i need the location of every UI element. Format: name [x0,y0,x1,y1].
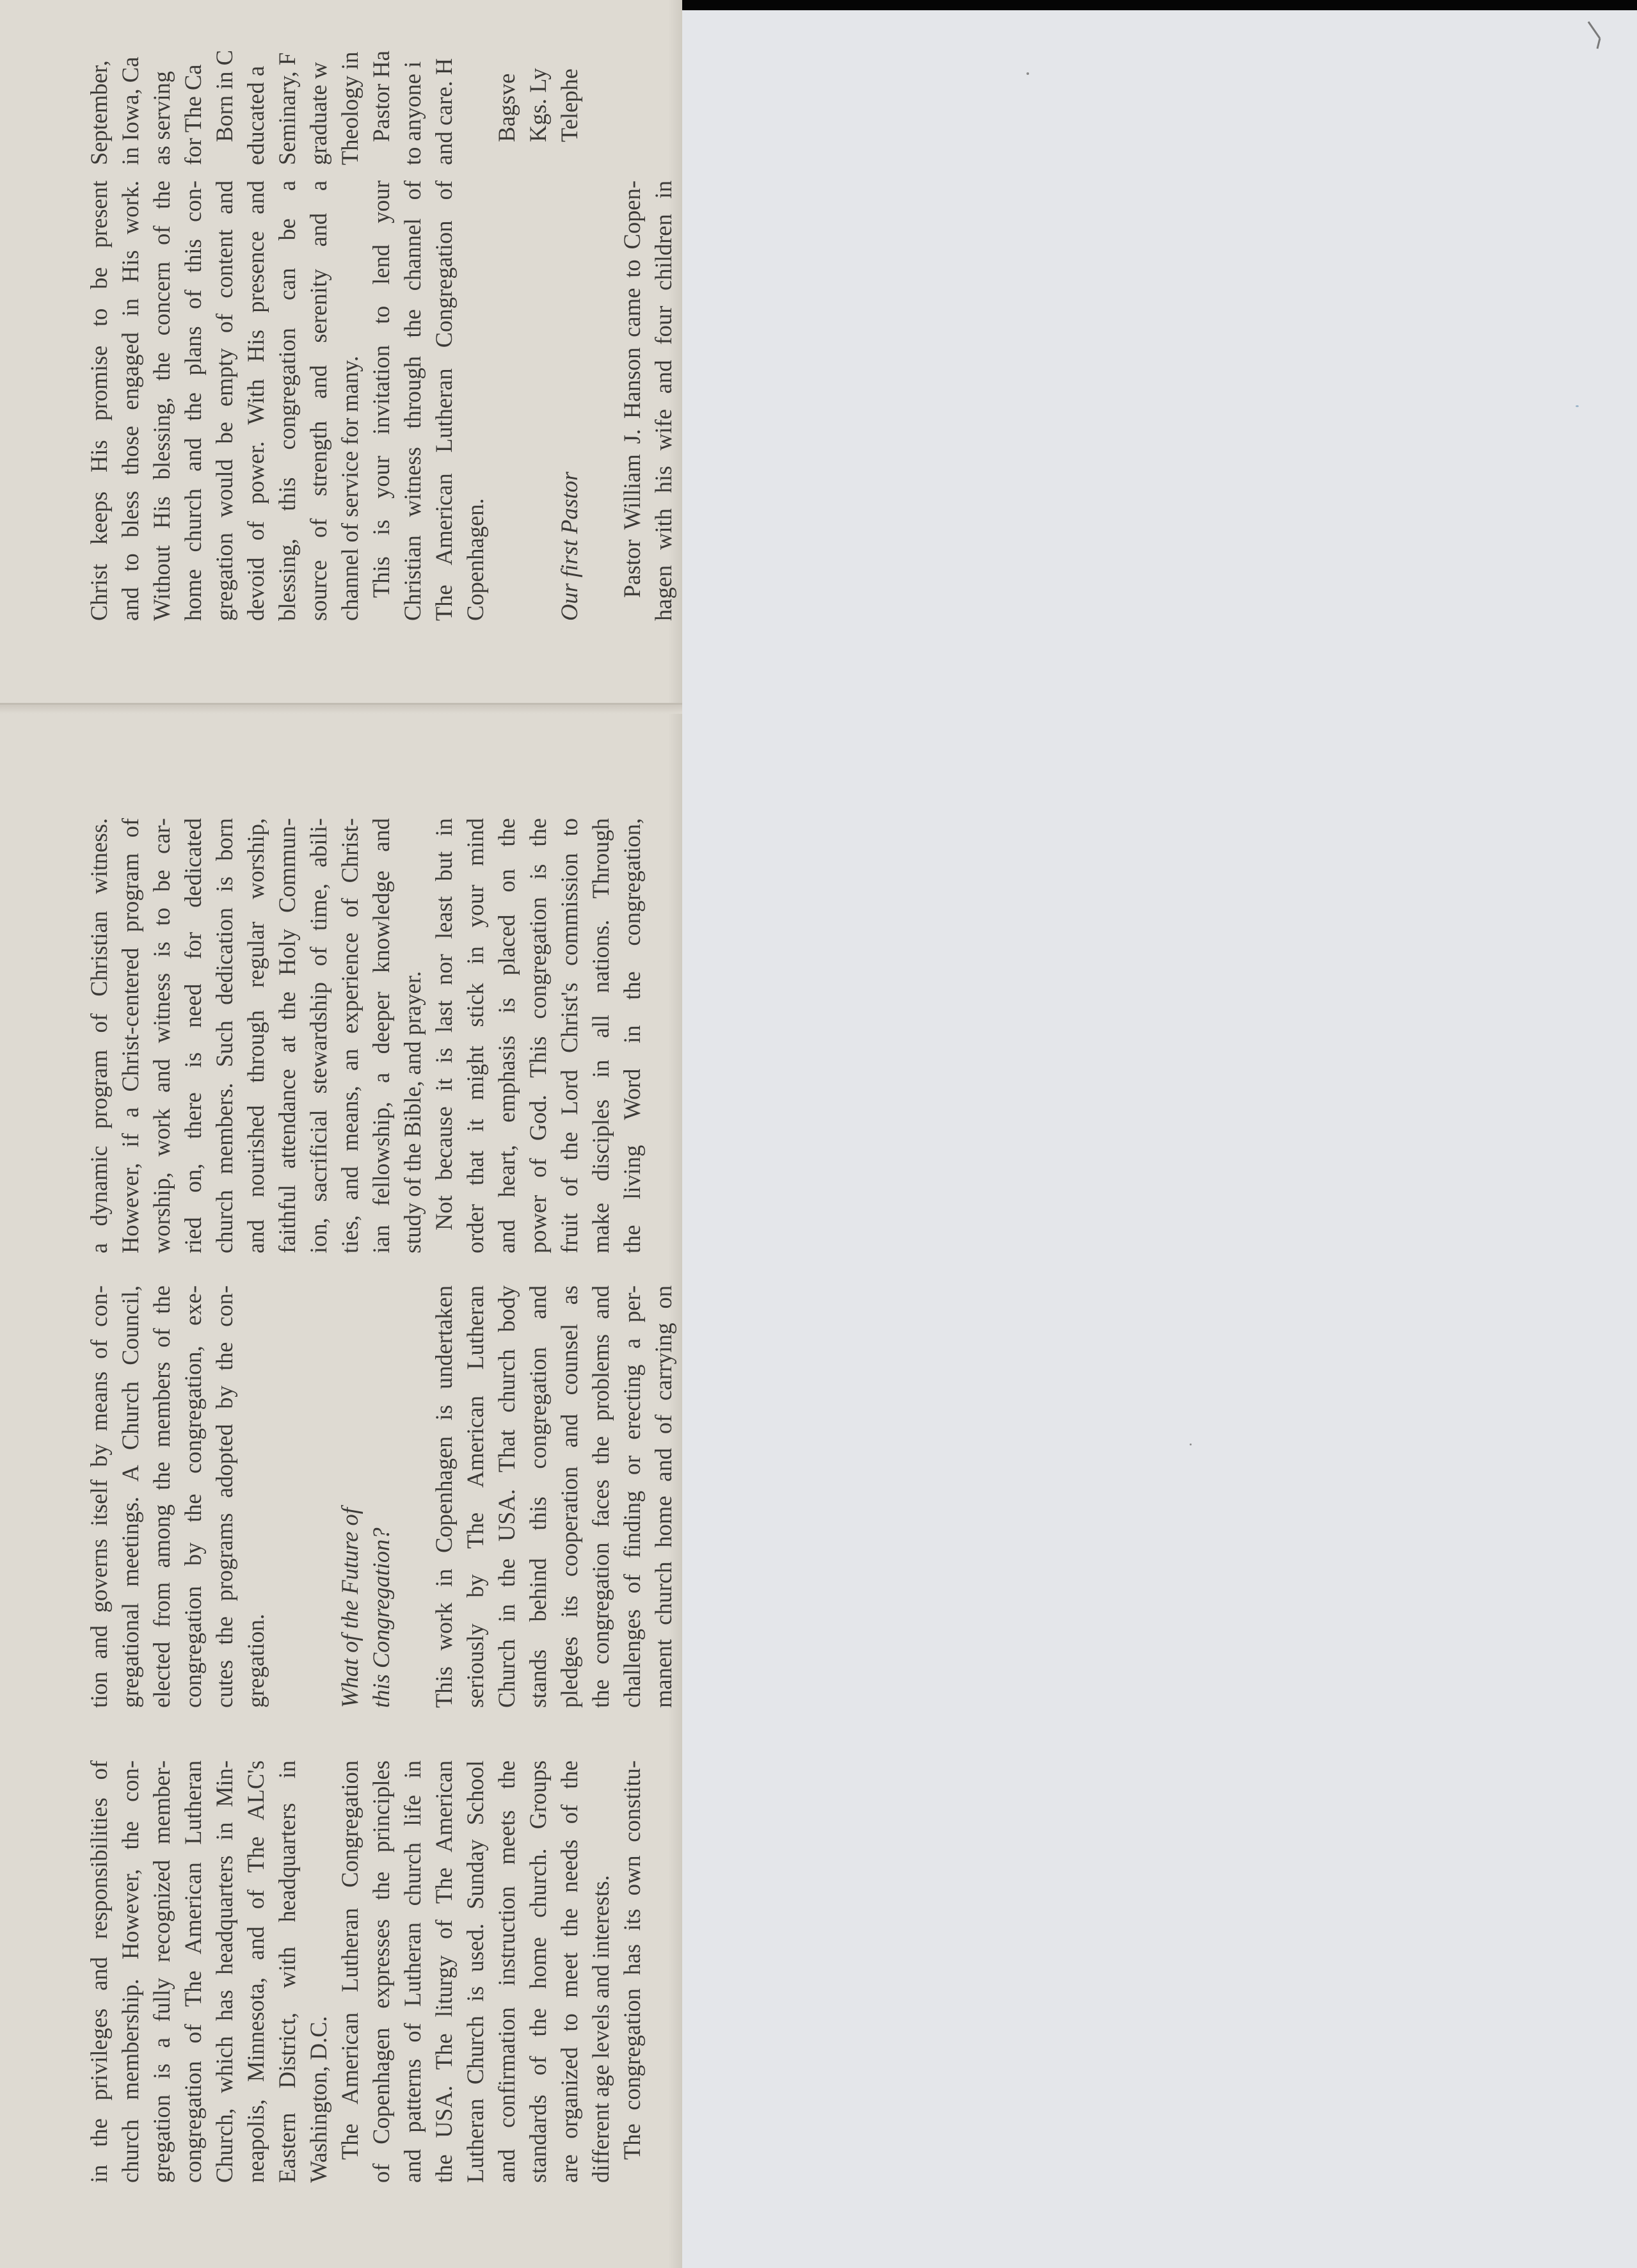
text-line: gregation. [243,1614,269,1708]
text-line: congregation of The American Lutheran [180,1760,206,2183]
text-line: manent church home and of carrying on [650,1285,676,1708]
dust-speck [1026,72,1029,75]
text-line: standards of the home church. Groups [525,1760,551,2183]
text-line: pledges its cooperation and counsel as [556,1285,582,1708]
text-line: Bagsve [493,73,520,142]
text-line: elected from among the members of the [148,1285,175,1708]
text-line: the USA. The liturgy of The American [431,1760,457,2183]
blank-line [459,0,491,165]
text-line: home church and the plans of this con- [180,181,206,621]
text-line: gregation would be empty of content and [211,181,237,621]
text-line: The American Lutheran Congregation of [431,181,457,621]
text-line: challenges of finding or erecting a per- [619,1285,645,1708]
text-line: Christ keeps His promise to be present [86,181,112,621]
text-line: the congregation faces the problems and [587,1285,614,1708]
text-line: a dynamic program of Christian witness. [86,818,112,1253]
text-line: congregation by the congregation, exe- [180,1285,206,1708]
text-line: Seminary, F [274,52,300,165]
text-line: ties, and means, an experience of Christ- [337,818,363,1253]
text-line: of Copenhagen expresses the principles [368,1760,394,2183]
text-line: church membership. However, the con- [117,1760,143,2183]
blank-line [397,1285,428,1708]
text-line: educated a [243,65,269,165]
text-line: The American Lutheran Congregation [337,1760,363,2160]
text-line: This is your invitation to lend your [368,181,394,598]
blank-line [491,181,522,621]
text-column-4 [83,181,679,621]
text-line: and patterns of Lutheran church life in [399,1760,426,2183]
text-line: are organized to meet the needs of the [556,1760,582,2183]
text-line: Without His blessing, the concern of the [148,181,175,621]
text-line: in Iowa, Ca [117,56,143,165]
text-line: This work in Copenhagen is undertaken [431,1285,457,1708]
text-line: and to bless those engaged in His work. [117,181,143,621]
text-line: Born in C [211,50,237,142]
text-line: the living Word in the congregation, [619,818,645,1253]
text-line: to anyone i [399,61,426,165]
text-line: gregational meetings. A Church Council, [117,1285,143,1708]
blank-line [585,181,616,621]
text-line: and heart, emphasis is placed on the [493,818,520,1253]
text-line: Kgs. Ly [525,68,551,142]
text-column-3 [83,818,648,1253]
text-line: study of the Bible, and prayer. [399,971,426,1253]
text-line: gregation is a fully recognized member- [148,1760,175,2183]
text-line: worship, work and witness is to be car- [148,818,175,1253]
text-line: ried on, there is need for dedicated [180,818,206,1253]
text-line: Church, which has headquarters in Min- [211,1760,237,2183]
text-line: different age levels and interests. [587,1875,614,2183]
text-line: for The Ca [180,64,206,165]
text-line: devoid of power. With His presence and [243,181,269,621]
text-column-2 [83,1285,679,1708]
text-line: Not because it is last nor least but in [431,818,457,1230]
text-line: channel of service for many. [337,355,363,621]
scan-artifact-mark [1586,19,1611,51]
text-line: and care. H [431,58,457,165]
text-line: seriously by The American Lutheran [462,1285,488,1708]
text-line: fruit of the Lord Christ's commission to [556,818,582,1253]
blank-line [522,181,554,621]
text-line: faithful attendance at the Holy Commun- [274,818,300,1253]
section-heading: this Congregation? [368,1527,394,1708]
text-line: Lutheran Church is used. Sunday School [462,1760,488,2183]
text-line: Christian witness through the channel of [399,181,426,621]
fold-shadow [0,705,682,714]
scanner-edge [682,0,1637,10]
text-line: The congregation has its own constitu- [619,1760,645,2160]
text-line: However, if a Christ-centered program of [117,818,143,1253]
text-line: Church in the USA. That church body [493,1285,520,1708]
text-line: Washington, D.C. [305,2016,331,2183]
text-line: make disciples in all nations. Through [587,818,614,1253]
text-line: power of God. This congregation is the [525,818,551,1253]
text-line: in the privileges and responsibilities of [86,1760,112,2183]
text-line: source of strength and serenity and a [305,181,331,621]
blank-line [271,1285,303,1708]
text-line: order that it might stick in your mind [462,818,488,1253]
section-heading: Our first Pastor [556,471,582,621]
scanned-page [0,0,682,2268]
text-line: blessing, this congregation can be a [274,181,300,621]
dust-speck [1576,405,1579,407]
blank-line [303,1285,334,1708]
dust-speck [1190,1444,1192,1445]
section-heading: What of the Future of [337,1508,363,1708]
text-line: Eastern District, with headquarters in [274,1760,300,2183]
text-line: Pastor Ha [368,51,394,142]
text-line: church members. Such dedication is born [211,818,237,1253]
text-line: Pastor William J. Hanson came to Copen- [619,181,645,598]
text-column-5-cropped [83,0,585,165]
text-line: hagen with his wife and four children in [650,181,676,621]
text-line: September, [86,60,112,165]
text-line: ion, sacrificial stewardship of time, abili- [305,818,331,1253]
text-line: neapolis, Minnesota, and of The ALC's [243,1760,269,2183]
text-line: graduate w [305,61,331,165]
text-line: stands behind this congregation and [525,1285,551,1708]
text-line: and confirmation instruction meets the [493,1760,520,2183]
text-line: tion and governs itself by means of con- [86,1285,112,1708]
text-line: ian fellowship, a deeper knowledge and [368,818,394,1253]
text-line: Theology in [337,51,363,165]
text-line: cutes the programs adopted by the con- [211,1285,237,1708]
text-line: and nourished through regular worship, [243,818,269,1253]
text-line: Telephe [556,68,582,142]
text-line: as serving [148,71,175,165]
text-column-1 [83,1760,648,2183]
text-line: Copenhagen. [462,498,488,621]
